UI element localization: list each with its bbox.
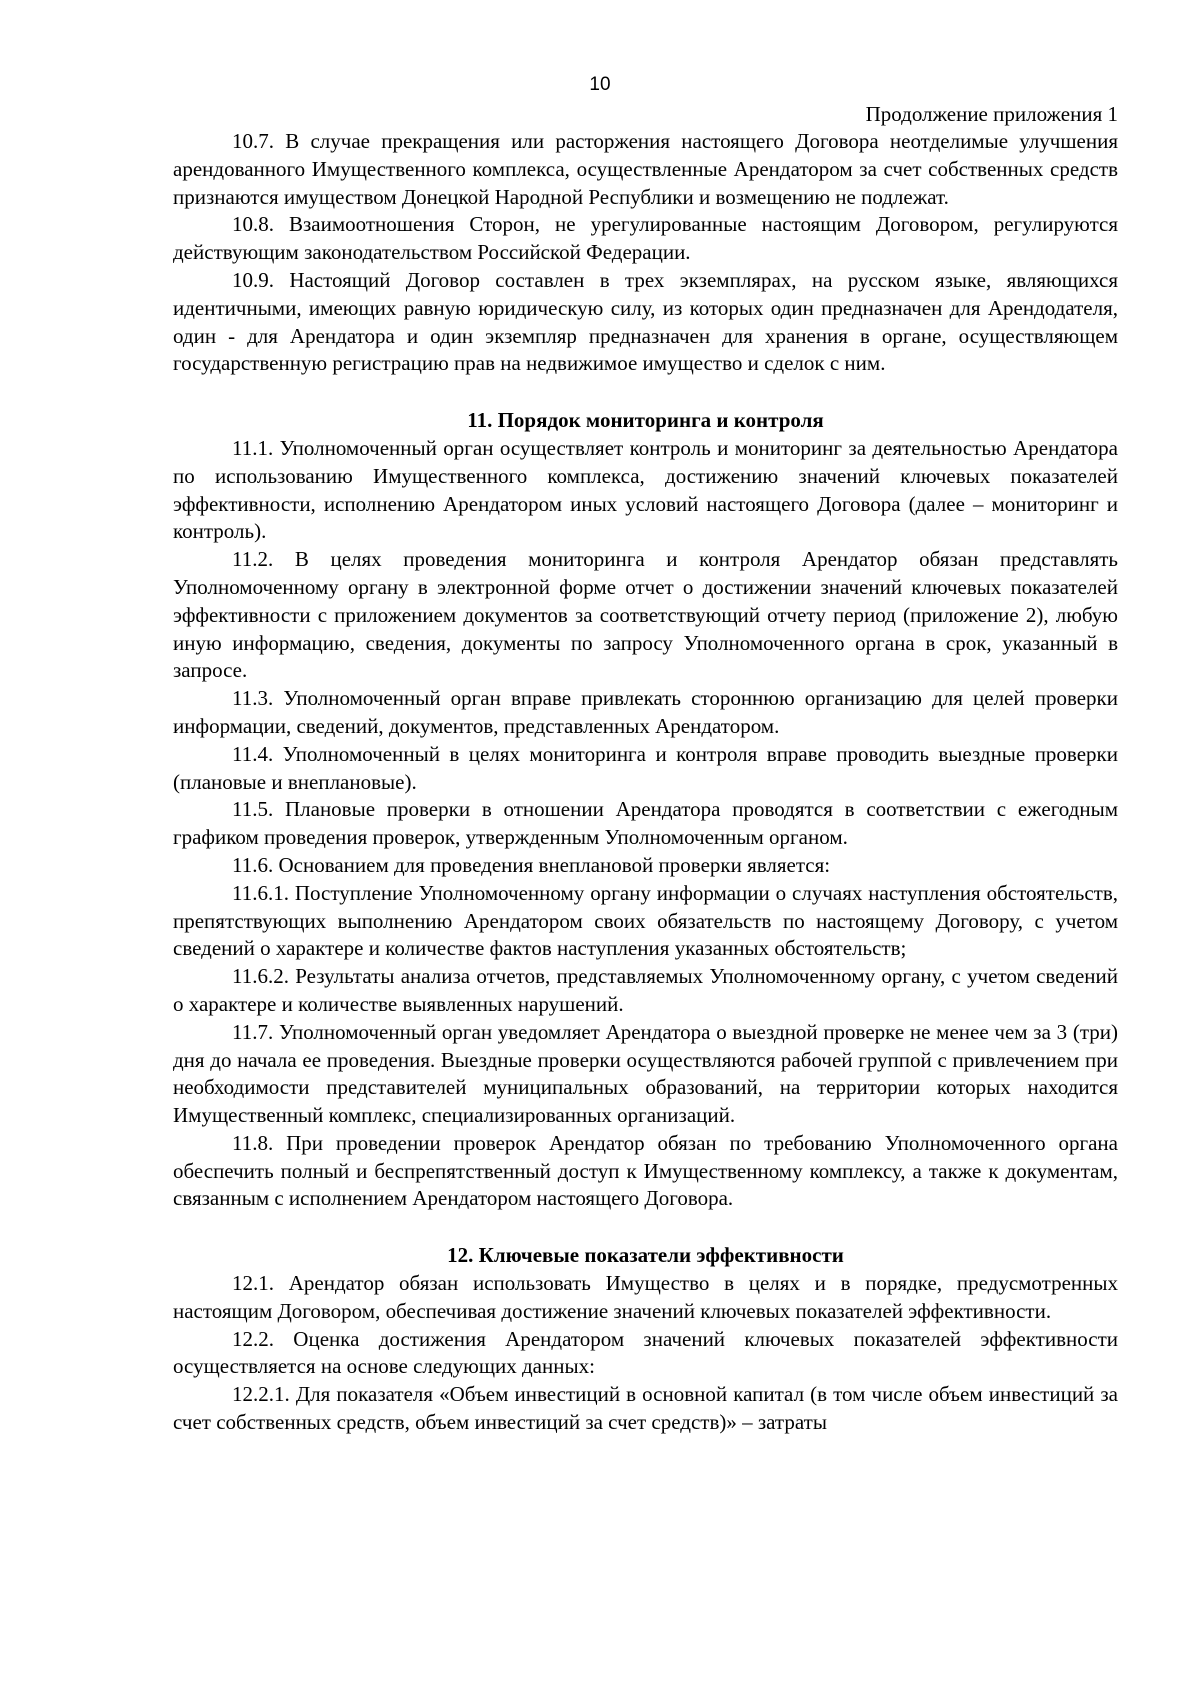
paragraph-11-7: 11.7. Уполномоченный орган уведомляет Арендатора о выездной проверке не менее чем за 3 (три) дня до начала ее проведения. Выездные проверки осуществляются рабочей группой с привлечением при необходимости представителей муниципальных образований, на территории которых находится Имущественный комплекс, специализированных организаций.	[173, 1019, 1118, 1128]
section-heading-11: 11. Порядок мониторинга и контроля	[467, 408, 824, 433]
paragraph-11-6-1: 11.6.1. Поступление Уполномоченному органу информации о случаях наступления обстоятельств, препятствующих выполнению Арендатором своих обязательств по настоящему Договору, с учетом сведений о характере и количестве фактов наступления указанных обстоятельств;	[173, 880, 1118, 961]
page-number: 10	[589, 74, 611, 95]
paragraph-10-7: 10.7. В случае прекращения или расторжения настоящего Договора неотделимые улучшения арендованного Имущественного комплекса, осуществленные Арендатором за счет собственных средств признаются имуществом Донецкой Народной Республики и возмещению не подлежат.	[173, 129, 1118, 209]
paragraph-12-2: 12.2. Оценка достижения Арендатором значений ключевых показателей эффективности осуществляется на основе следующих данных:	[173, 1326, 1118, 1379]
paragraph-11-6-2: 11.6.2. Результаты анализа отчетов, представляемых Уполномоченному органу, с учетом сведений о характере и количестве выявленных нарушений.	[173, 964, 1118, 1016]
paragraph-11-3: 11.3. Уполномоченный орган вправе привлекать стороннюю организацию для целей проверки информации, сведений, документов, представленных Арендатором.	[173, 686, 1118, 738]
paragraph-11-2: 11.2. В целях проведения мониторинга и контроля Арендатор обязан представлять Уполномоченному органу в электронной форме отчет о достижении значений ключевых показателей эффективности с приложением документов за соответствующий отчету период (приложение 2), любую иную информацию, сведения, документы по запросу Уполномоченного органа в срок, указанный в запросе.	[173, 547, 1118, 683]
paragraph-11-6: 11.6. Основанием для проведения внеплановой проверки является:	[232, 852, 831, 877]
paragraph-11-1: 11.1. Уполномоченный орган осуществляет контроль и мониторинг за деятельностью Арендатора по использованию Имущественного комплекса, достижению значений ключевых показателей эффективности, исполнению Арендатором иных условий настоящего Договора (далее – мониторинг и контроль).	[173, 435, 1118, 544]
paragraph-12-1: 12.1. Арендатор обязан использовать Имущество в целях и в порядке, предусмотренных настоящим Договором, обеспечивая достижение значений ключевых показателей эффективности.	[173, 1271, 1118, 1323]
appendix-note: Продолжение приложения 1	[865, 102, 1118, 126]
paragraph-11-5: 11.5. Плановые проверки в отношении Арендатора проводятся в соответствии с ежегодным графиком проведения проверок, утвержденным Уполномоченным органом.	[173, 797, 1118, 850]
paragraph-11-4: 11.4. Уполномоченный в целях мониторинга и контроля вправе проводить выездные проверки (плановые и внеплановые).	[173, 741, 1118, 794]
document-body	[173, 128, 1118, 1437]
paragraph-12-2-1: 12.2.1. Для показателя «Объем инвестиций в основной капитал (в том числе объем инвестиций за счет собственных средств, объем инвестиций за счет средств)» – затраты	[173, 1382, 1118, 1435]
paragraph-10-9: 10.9. Настоящий Договор составлен в трех экземплярах, на русском языке, являющихся идентичными, имеющих равную юридическую силу, из которых один предназначен для Арендодателя, один - для Арендатора и один экземпляр предназначен для хранения в органе, осуществляющем государственную регистрацию прав на недвижимое имущество и сделок с ним.	[173, 267, 1118, 376]
section-heading-12: 12. Ключевые показатели эффективности	[447, 1243, 844, 1268]
paragraph-11-8: 11.8. При проведении проверок Арендатор обязан по требованию Уполномоченного органа обеспечить полный и беспрепятственный доступ к Имущественному комплексу, а также к документам, связанным с исполнением Арендатором настоящего Договора.	[173, 1130, 1118, 1211]
paragraph-10-8: 10.8. Взаимоотношения Сторон, не урегулированные настоящим Договором, регулируются действующим законодательством Российской Федерации.	[173, 212, 1118, 265]
